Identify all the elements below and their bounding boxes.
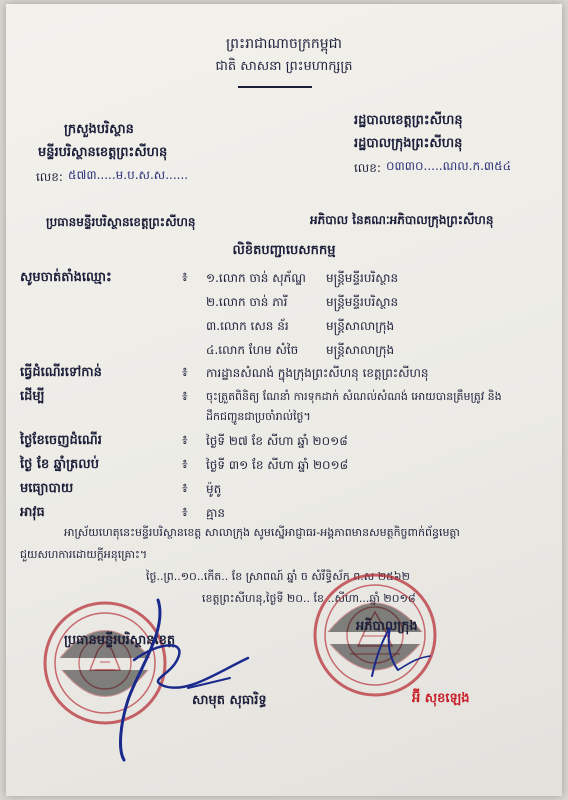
field-label: អាវុធ	[20, 505, 45, 520]
member-role: មន្ត្រីសាលាក្រុង	[326, 343, 395, 357]
colon: ៖	[182, 270, 188, 285]
field-value: ចុះត្រួតពិនិត្យ ណែនាំ ការទុកដាក់ សំណល់សំណង់ អោយបានត្រឹមត្រូវ និង	[206, 390, 502, 403]
colon: ៖	[182, 481, 188, 496]
member-role: មន្ត្រីសាលាក្រុង	[326, 319, 395, 333]
field-value: គ្មាន	[206, 506, 226, 520]
field-label: មធ្យោបាយ	[20, 481, 74, 496]
solar-date: ខេត្តព្រះសីហនុ,ថ្ងៃទី ២០.. ខែ ..សីហា...ឆ្នាំ ២០១៨	[202, 592, 416, 605]
field-label: ថ្ងៃ ខែ ឆ្នាំត្រលប់	[20, 457, 99, 472]
kingdom-heading: ព្រះរាជាណាចក្រកម្ពុជា	[225, 36, 342, 52]
left-signer-title: ប្រធានមន្ទីរបរិស្ថានខេត្ត	[64, 633, 176, 648]
lunar-date: ថ្ងៃ..ព្រ..១០..កើត.. ខែ ស្រាពណ៍ ឆ្នាំ ច សំរឹទ្ធិស័ក ព.ស ២៥៦២	[146, 570, 410, 583]
request-paragraph: អាស្រ័យហេតុនេះមន្ទីរបរិស្ថានខេត្ត សាលាក្រុង សូមស្នើអាជ្ញាធរ-អង្គភាពមានសមត្ថកិច្ចពាក់ព័ន្ធមេត្តា	[64, 526, 460, 539]
field-value: ថ្ងៃទី ២៧ ខែ សីហា ឆ្នាំ ២០១៨	[206, 434, 348, 448]
request-paragraph-continued: ជួយសហការដោយក្តីអនុគ្រោះ។	[20, 548, 148, 561]
members-label: សូមចាត់តាំងឈ្មោះ	[20, 270, 112, 285]
document-title: លិខិតបញ្ជាបេសកកម្ម	[232, 243, 336, 258]
member-name: ២.លោក ចាន់ ភារី	[206, 295, 288, 309]
ministry-name: ក្រសួងបរិស្ថាន	[64, 122, 134, 137]
field-label: ថ្ងៃខែចេញដំណើរ	[20, 433, 102, 448]
province-admin: រដ្ឋបាលខេត្តព្រះសីហនុ	[354, 113, 463, 128]
motto-heading: ជាតិ សាសនា ព្រះមហាក្សត្រ	[215, 59, 353, 74]
left-ref-number: ៥៧៣.....ម.ប.ស.ស......	[68, 168, 189, 182]
member-role: មន្ត្រីមន្ទីរបរិស្ថាន	[326, 271, 399, 285]
left-signer-name: សាមុត សុធារិទ្ធ	[192, 693, 267, 708]
city-admin: រដ្ឋបាលក្រុងព្រះសីហនុ	[354, 136, 463, 151]
issuer-right: អភិបាល នៃគណៈអភិបាលក្រុងព្រះសីហនុ	[310, 213, 494, 227]
member-name: ៤.លោក ហែម សំចៃ	[206, 343, 299, 357]
header-rule	[238, 86, 312, 88]
field-value-continued: ដឹកជញ្ជូនជាប្រចាំរាល់ថ្ងៃ។	[206, 410, 311, 423]
field-value: ការដ្ឋានសំណង់ ក្នុងក្រុងព្រះសីហនុ ខេត្តព្រះសីហនុ	[206, 366, 429, 380]
department-name: មន្ទីរបរិស្ថានខេត្តព្រះសីហនុ	[38, 145, 168, 160]
colon: ៖	[182, 433, 188, 448]
right-ref-number: ០៣៣០.....ណល.ក.៣៥៤	[386, 159, 512, 173]
document-page	[6, 4, 562, 796]
left-signature	[98, 590, 268, 766]
right-ref-label: លេខ:	[354, 161, 381, 175]
member-role: មន្ត្រីមន្ទីរបរិស្ថាន	[326, 295, 399, 309]
colon: ៖	[182, 389, 188, 404]
colon: ៖	[182, 505, 188, 520]
right-signature	[346, 618, 466, 688]
left-ref-label: លេខ:	[36, 170, 63, 184]
member-name: ៣.លោក សេន ន័រ	[206, 319, 289, 333]
field-value: ម៉ូតូ	[206, 482, 222, 496]
field-value: ថ្ងៃទី ៣១ ខែ សីហា ឆ្នាំ ២០១៨	[206, 458, 349, 472]
issuer-left: ប្រធានមន្ទីរបរិស្ថានខេត្តព្រះសីហនុ	[46, 215, 196, 229]
field-label: ធ្វើដំណើរទៅកាន់	[20, 365, 102, 380]
field-label: ដើម្បី	[20, 389, 45, 404]
right-signer-name: អ៊ី សុខឡេង	[412, 691, 470, 706]
member-name: ១.លោក ចាន់ សុភ័ណ្ឌ	[206, 271, 306, 285]
colon: ៖	[182, 457, 188, 472]
right-signer-title: អភិបាលក្រុង	[356, 619, 418, 634]
colon: ៖	[182, 365, 188, 380]
